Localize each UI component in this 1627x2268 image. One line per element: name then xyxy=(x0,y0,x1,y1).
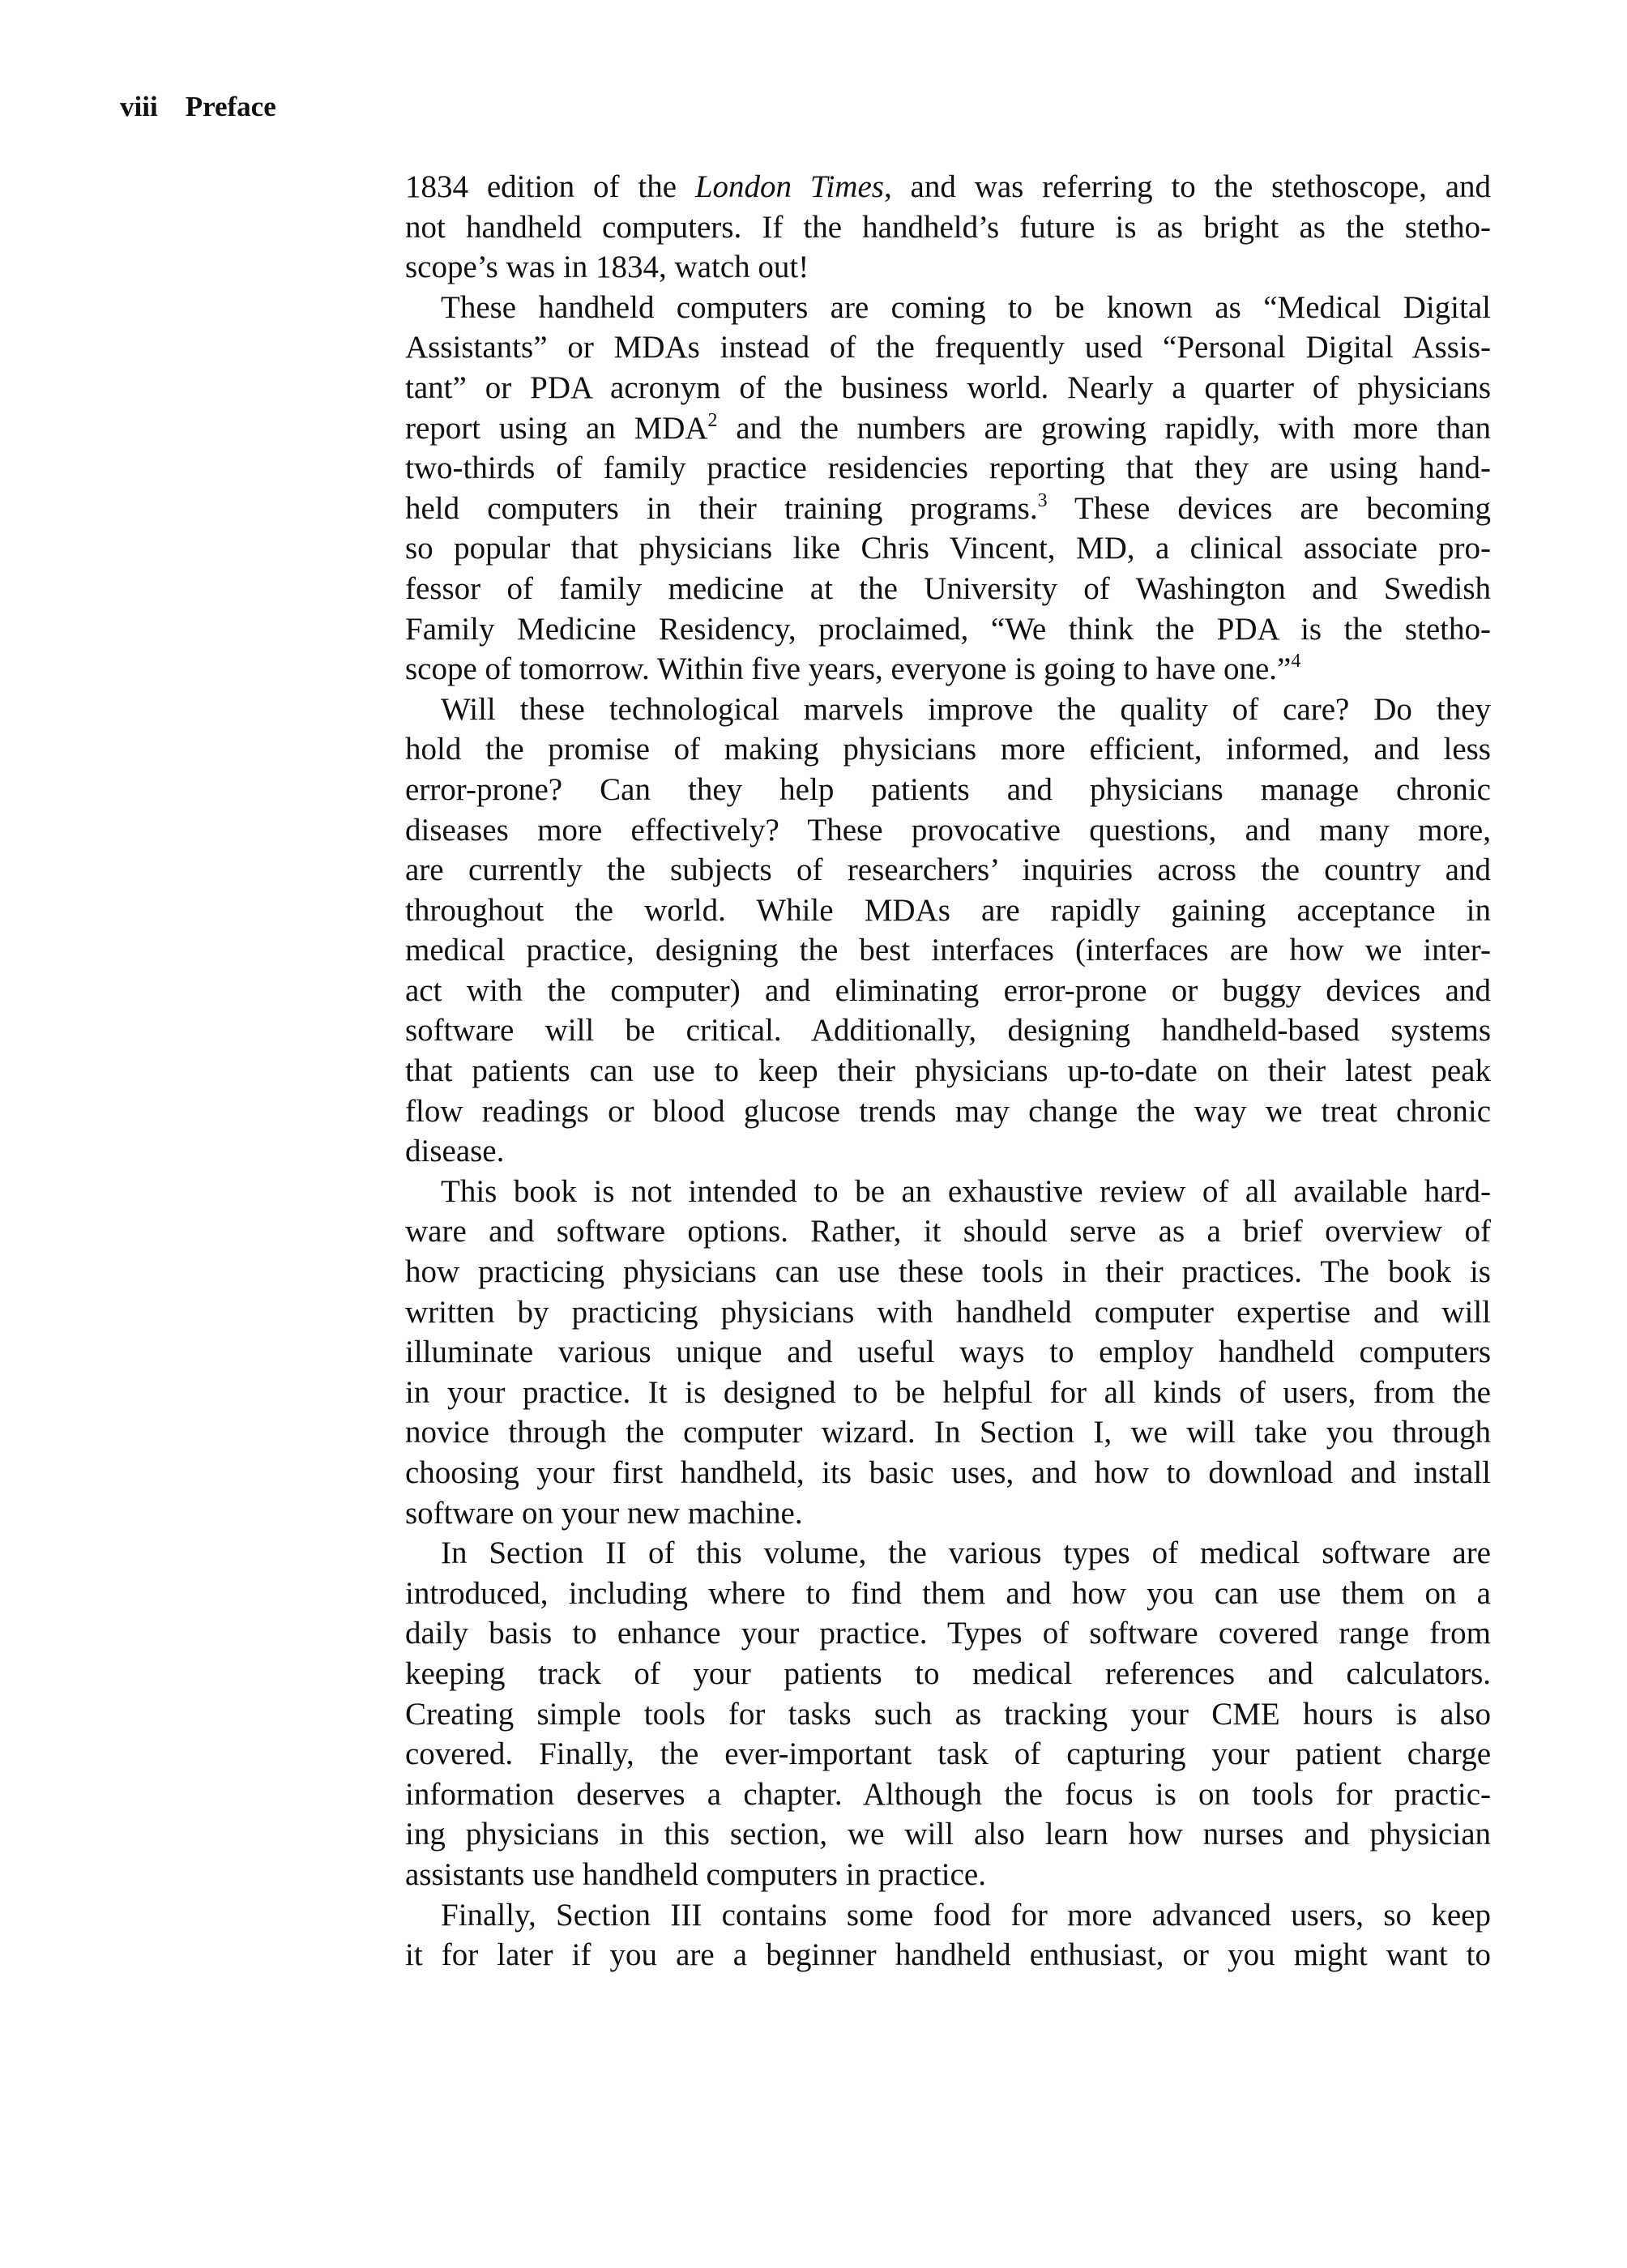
text-line: that patients can use to keep their physicians up-to-date on their latest peak xyxy=(405,1053,1491,1089)
text-line: These handheld computers are coming to be known as “Medical Digital xyxy=(441,289,1491,325)
text-line: Creating simple tools for tasks such as tracking your CME hours is also xyxy=(405,1696,1491,1732)
paragraph xyxy=(405,1895,1491,1975)
text-line: Will these technological marvels improve the quality of care? Do they xyxy=(441,691,1491,727)
footnote-reference: 3 xyxy=(1037,489,1048,511)
text-line: written by practicing physicians with handheld computer expertise and will xyxy=(405,1294,1491,1330)
paragraph xyxy=(405,167,1491,288)
text-line: This book is not intended to be an exhaustive review of all available hard- xyxy=(441,1173,1491,1209)
text-line: throughout the world. While MDAs are rapidly gaining acceptance in xyxy=(405,892,1491,928)
text-line: Assistants” or MDAs instead of the frequently used “Personal Digital Assis- xyxy=(405,330,1491,365)
text-line: two-thirds of family practice residencies reporting that they are using hand- xyxy=(405,451,1491,486)
paragraph xyxy=(405,288,1491,690)
text-line: not handheld computers. If the handheld’s future is as bright as the stetho- xyxy=(405,209,1491,245)
text-line: flow readings or blood glucose trends may change the way we treat chronic xyxy=(405,1093,1491,1129)
text-line: introduced, including where to find them and how you can use them on a xyxy=(405,1575,1491,1611)
text-line: scope’s was in 1834, watch out! xyxy=(405,250,809,285)
text-line: software will be critical. Additionally, designing handheld-based systems xyxy=(405,1013,1491,1049)
running-head xyxy=(120,91,276,123)
text-line: Family Medicine Residency, proclaimed, “We think the PDA is the stetho- xyxy=(405,611,1491,647)
text-line: fessor of family medicine at the University of Washington and Swedish xyxy=(405,570,1491,606)
body-text xyxy=(405,167,1491,1975)
text-line: ware and software options. Rather, it should serve as a brief overview of xyxy=(405,1214,1491,1249)
text-line: covered. Finally, the ever-important task of capturing your patient charge xyxy=(405,1736,1491,1772)
text-line: are currently the subjects of researchers’ inquiries across the country and xyxy=(405,852,1491,888)
section-title: Preface xyxy=(185,91,276,122)
paragraph xyxy=(405,690,1491,1172)
page-number: viii xyxy=(120,91,158,122)
text-line: 1834 edition of the London Times, and was referring to the stethoscope, and xyxy=(405,169,1492,204)
text-line: assistants use handheld computers in practice. xyxy=(405,1856,986,1892)
text-line: ing physicians in this section, we will also learn how nurses and physician xyxy=(405,1817,1491,1852)
text-line: In Section II of this volume, the various types of medical software are xyxy=(441,1535,1491,1571)
text-line: medical practice, designing the best interfaces (interfaces are how we inter- xyxy=(405,933,1491,968)
text-line: report using an MDA$^2$ and the numbers are growing rapidly, with more than xyxy=(405,409,1491,446)
text-line: information deserves a chapter. Although the focus is on tools for practic- xyxy=(405,1776,1491,1812)
text-line: Finally, Section III contains some food for more advanced users, so keep xyxy=(441,1897,1491,1933)
text-line: hold the promise of making physicians more efficient, informed, and less xyxy=(405,732,1491,767)
text-line: choosing your first handheld, its basic uses, and how to download and install xyxy=(405,1455,1491,1490)
text-line: held computers in their training programs.$^3$ These devices are becoming xyxy=(405,489,1491,526)
paragraph xyxy=(405,1533,1491,1894)
text-line: in your practice. It is designed to be helpful for all kinds of users, from the xyxy=(405,1374,1491,1410)
text-line: error-prone? Can they help patients and physicians manage chronic xyxy=(405,771,1491,807)
footnote-reference: 2 xyxy=(707,409,718,431)
italic-title: London Times xyxy=(694,169,884,204)
text-line: disease. xyxy=(405,1134,505,1169)
paragraph xyxy=(405,1172,1491,1533)
text-line: it for later if you are a beginner handheld enthusiast, or you might want to xyxy=(405,1937,1491,1973)
text-line: diseases more effectively? These provocative questions, and many more, xyxy=(405,812,1491,848)
text-line: daily basis to enhance your practice. Types of software covered range from xyxy=(405,1616,1491,1651)
text-line: scope of tomorrow. Within five years, everyone is going to have one.”$^4$ xyxy=(405,651,1301,687)
text-line: novice through the computer wizard. In Section I, we will take you through xyxy=(405,1415,1491,1450)
text-line: so popular that physicians like Chris Vincent, MD, a clinical associate pro- xyxy=(405,531,1491,566)
text-line: illuminate various unique and useful ways to employ handheld computers xyxy=(405,1335,1491,1370)
text-line: tant” or PDA acronym of the business world. Nearly a quarter of physicians xyxy=(405,369,1491,405)
text-line: keeping track of your patients to medical references and calculators. xyxy=(405,1655,1491,1691)
text-line: how practicing physicians can use these tools in their practices. The book is xyxy=(405,1254,1491,1290)
footnote-reference: 4 xyxy=(1291,651,1301,673)
text-line: software on your new machine. xyxy=(405,1495,803,1531)
text-line: act with the computer) and eliminating error-prone or buggy devices and xyxy=(405,972,1491,1008)
